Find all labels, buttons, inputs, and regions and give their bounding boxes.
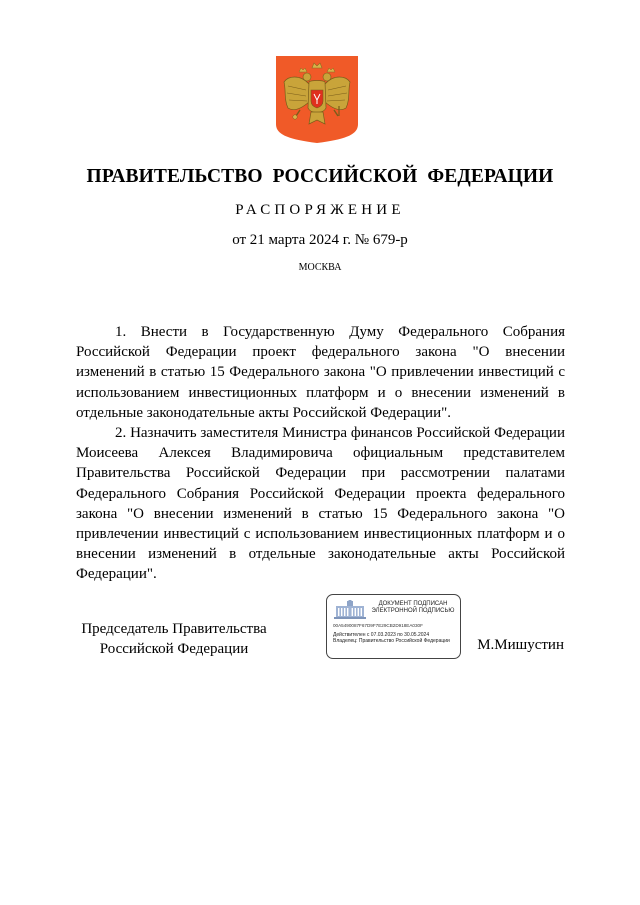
document-date-number: от 21 марта 2024 г. № 679-р (232, 232, 408, 248)
coat-of-arms-icon (276, 56, 358, 143)
stamp-owner: Владелец: Правительство Российской Федерации (333, 638, 450, 644)
paragraph-1: 1. Внести в Государственную Думу Федерального Собрания Российской Федерации проект федерального закона "О внесении изменений в статью 15 Федерального закона "О привлечении инвестиций с использованием инвестиционных платформ и о внесении изменений в отдельные законодательные акты Российской Федерации". (76, 324, 565, 421)
paragraph-2: 2. Назначить заместителя Министра финансов Российской Федерации Моисеева Алексея Владимировича официальным представителем Правительства Российской Федерации при рассмотрении палатами Федерального Собрания Российской Федерации проекта федерального закона "О внесении изменений в статью 15 Федерального закона "О привлечении инвестиций с использованием инвестиционных платформ и о внесении изменений в отдельные законодательные акты Российской Федерации". (76, 425, 565, 583)
document-city: МОСКВА (298, 262, 342, 273)
stamp-validity: Действителен с 07.03.2023 по 30.05.2024 (333, 632, 430, 638)
electronic-signature-stamp (326, 594, 461, 659)
stamp-heading (365, 601, 461, 615)
signer-position-line-2: Российской Федерации (99, 641, 249, 657)
government-title: ПРАВИТЕЛЬСТВО РОССИЙСКОЙ ФЕДЕРАЦИИ (86, 166, 554, 187)
signer-position (76, 619, 272, 659)
signer-name: М.Мишустин (477, 637, 564, 653)
document-type: РАСПОРЯЖЕНИЕ (235, 202, 405, 218)
stamp-heading-line-1: ДОКУМЕНТ ПОДПИСАН (378, 601, 448, 607)
document-body (76, 322, 565, 585)
stamp-certificate-serial: 00A5490087F67D9F7E29CB2D918EA030F (333, 623, 423, 628)
stamp-heading-line-2: ЭЛЕКТРОННОЙ ПОДПИСЬЮ (371, 608, 455, 614)
signer-position-line-1: Председатель Правительства (81, 621, 267, 637)
government-building-icon (333, 600, 367, 619)
